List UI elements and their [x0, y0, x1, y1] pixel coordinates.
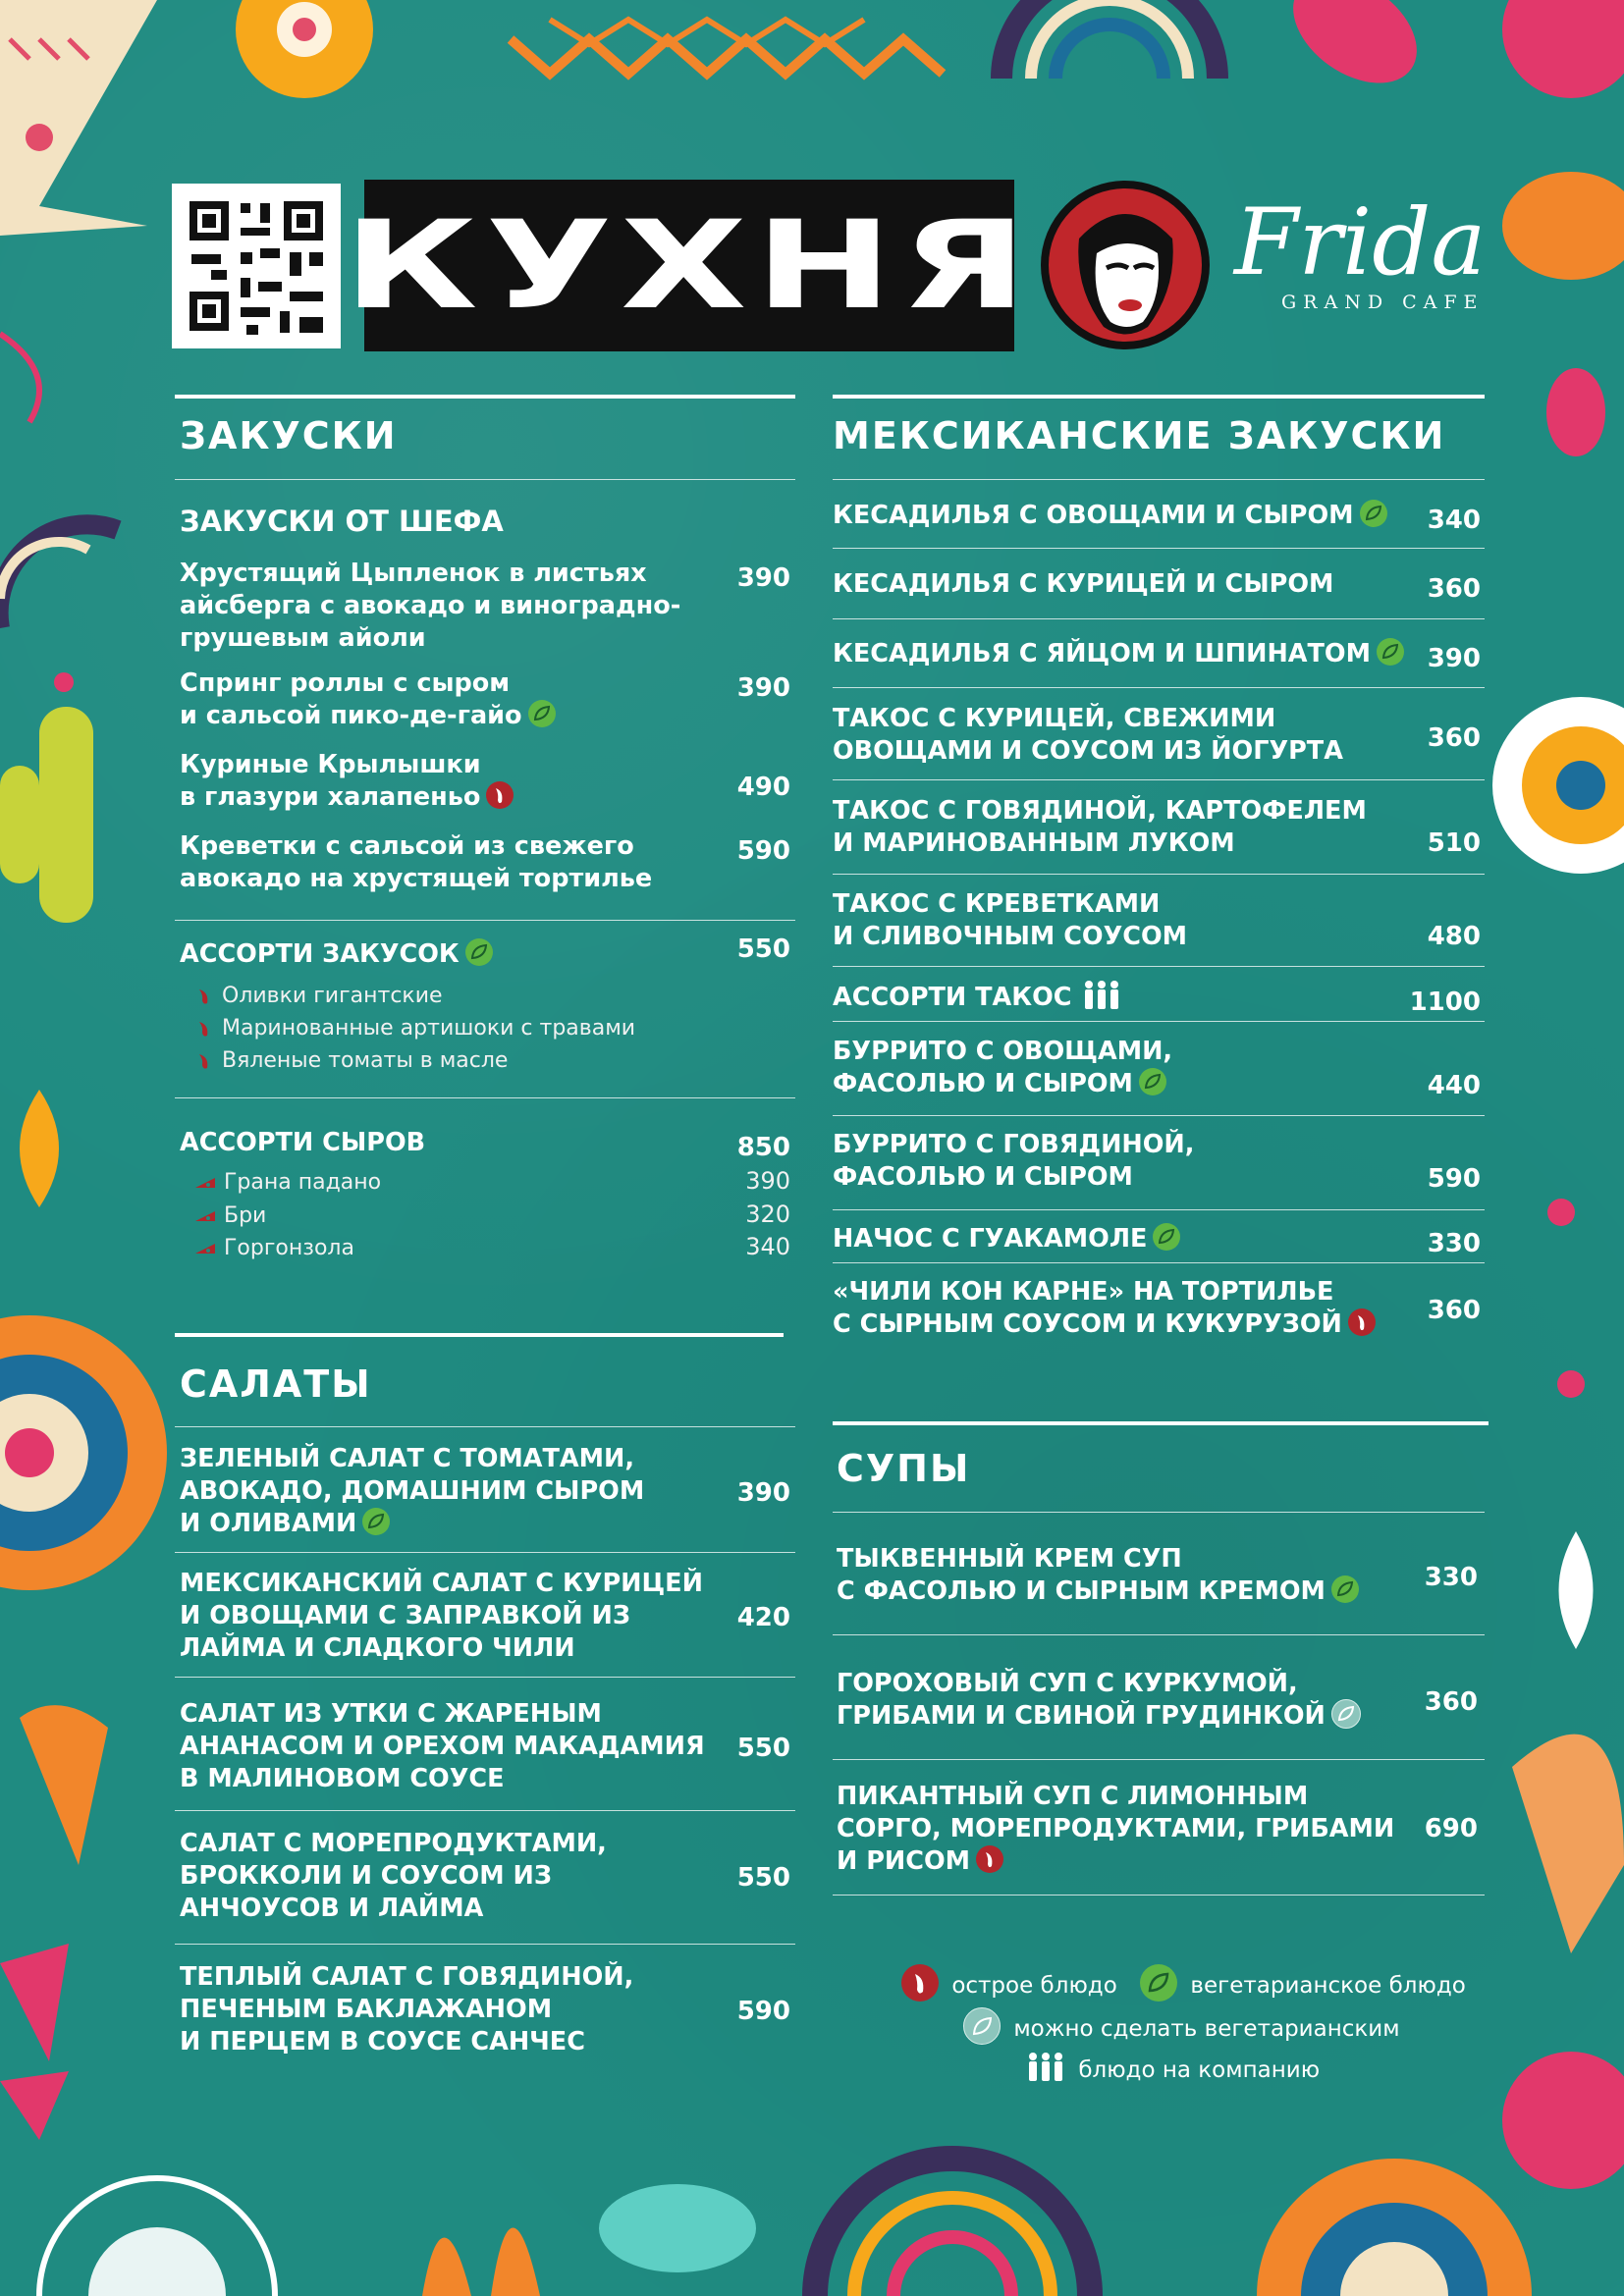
section-title-supy: СУПЫ — [837, 1447, 971, 1490]
item-price: 360 — [1427, 574, 1481, 604]
item-name-text: МЕКСИКАНСКИЙ САЛАТ С КУРИЦЕЙ — [180, 1569, 703, 1598]
item-name-text: КЕСАДИЛЬЯ С КУРИЦЕЙ И СЫРОМ — [833, 569, 1334, 599]
item-name-line — [180, 1443, 644, 1475]
people-icon — [1082, 979, 1121, 1012]
chili-icon — [901, 1964, 939, 2002]
item-price: 330 — [1427, 1229, 1481, 1258]
people-icon — [1026, 2051, 1065, 2084]
menu-item — [180, 1443, 644, 1540]
divider — [833, 874, 1485, 875]
item-name-text: ЗЕЛЕНЫЙ САЛАТ С ТОМАТАМИ, — [180, 1444, 635, 1473]
divider — [833, 479, 1485, 480]
divider — [833, 966, 1485, 967]
sub-item-price: 340 — [745, 1233, 790, 1260]
item-price: 550 — [736, 1863, 790, 1893]
cheese-bullet-icon — [194, 1207, 214, 1227]
item-name-text: НАЧОС С ГУАКАМОЛЕ — [833, 1224, 1148, 1254]
menu-title-box — [343, 180, 1036, 351]
item-name-text: ТЫКВЕННЫЙ КРЕМ СУП — [837, 1544, 1182, 1574]
divider — [833, 1262, 1485, 1263]
item-name-line — [180, 558, 680, 590]
divider — [175, 920, 795, 921]
item-name-line — [180, 1860, 607, 1893]
item-name-text: С СЫРНЫМ СОУСОМ И КУКУРУЗОЙ — [833, 1309, 1342, 1339]
item-name-text: ОВОЩАМИ И СОУСОМ ИЗ ЙОГУРТА — [833, 736, 1343, 766]
item-name-line — [833, 500, 1387, 532]
divider — [833, 1115, 1485, 1116]
item-price: 420 — [736, 1603, 790, 1632]
item-price: 390 — [736, 673, 790, 703]
divider — [833, 1895, 1485, 1896]
item-name-text: ГРИБАМИ И СВИНОЙ ГРУДИНКОЙ — [837, 1701, 1326, 1731]
menu-item — [837, 1668, 1361, 1733]
menu-item-assorti-syrov: АССОРТИ СЫРОВ — [180, 1128, 426, 1157]
chili-bullet-icon — [194, 987, 214, 1006]
divider — [833, 1209, 1485, 1210]
menu-item — [833, 568, 1333, 601]
item-name-text: И МАРИНОВАННЫМ ЛУКОМ — [833, 828, 1235, 858]
sub-item-price: 320 — [745, 1201, 790, 1228]
item-price: 850 — [736, 1133, 790, 1162]
item-name-line — [833, 703, 1343, 735]
divider — [175, 1426, 795, 1427]
item-name: АССОРТИ ЗАКУСОК — [180, 939, 460, 969]
menu-item — [180, 830, 652, 895]
item-price: 490 — [736, 773, 790, 802]
leaf-outline-icon — [963, 2007, 1001, 2045]
item-name-line — [837, 1813, 1394, 1845]
chili-icon — [486, 781, 514, 809]
item-name-line — [180, 1961, 633, 1994]
item-name-text: и сальсой пико-де-гайо — [180, 701, 522, 730]
item-name-line — [837, 1543, 1359, 1575]
item-name-line — [180, 1763, 705, 1795]
item-price: 360 — [1427, 1296, 1481, 1325]
item-name-line — [833, 1068, 1172, 1100]
item-name-text: ЛАЙМА И СЛАДКОГО ЧИЛИ — [180, 1633, 575, 1663]
item-name-line — [833, 1036, 1172, 1068]
item-name-text: С ФАСОЛЬЮ И СЫРНЫМ КРЕМОМ — [837, 1576, 1326, 1606]
item-name-text: В МАЛИНОВОМ СОУСЕ — [180, 1764, 505, 1793]
menu-item — [833, 795, 1367, 860]
item-name-line — [833, 1223, 1180, 1255]
sub-item-price: 390 — [745, 1167, 790, 1195]
item-name-line — [833, 638, 1404, 670]
item-name-line — [180, 1632, 703, 1665]
item-name-line — [180, 830, 652, 863]
item-name-text: Хрустящий Цыпленок в листьях — [180, 559, 647, 588]
divider — [175, 1552, 795, 1553]
item-name-line — [833, 1276, 1376, 1308]
menu-item — [180, 1698, 705, 1795]
menu-item — [833, 500, 1387, 532]
item-name-text: САЛАТ С МОРЕПРОДУКТАМИ, — [180, 1829, 607, 1858]
leaf-icon — [1139, 1068, 1166, 1095]
frida-logo-icon — [1040, 180, 1212, 351]
menu-item — [833, 638, 1404, 670]
menu-header — [172, 180, 1497, 351]
item-name-line — [833, 828, 1367, 860]
item-name-text: БУРРИТО С ОВОЩАМИ, — [833, 1037, 1173, 1066]
leaf-outline-icon — [1331, 1699, 1361, 1729]
leaf-icon — [528, 700, 556, 727]
item-name-line — [833, 1129, 1194, 1161]
item-name-line — [833, 888, 1187, 921]
item-name-line — [180, 863, 652, 895]
qr-code[interactable] — [172, 184, 341, 348]
divider — [833, 779, 1485, 780]
item-name-text: И ОВОЩАМИ С ЗАПРАВКОЙ ИЗ — [180, 1601, 630, 1630]
item-name-text: айсберга с авокадо и виноградно- — [180, 591, 681, 620]
item-name-text: АНАНАСОМ И ОРЕХОМ МАКАДАМИЯ — [180, 1732, 705, 1761]
menu-item — [180, 1568, 703, 1665]
item-name-line — [180, 1994, 633, 2026]
divider — [833, 1759, 1485, 1760]
divider — [175, 1677, 795, 1678]
divider — [833, 618, 1485, 619]
cheese-bullet-icon — [194, 1174, 214, 1194]
item-price: 550 — [736, 934, 790, 964]
item-name-text: СОРГО, МОРЕПРОДУКТАМИ, ГРИБАМИ — [837, 1814, 1395, 1843]
item-name-line — [180, 700, 556, 732]
item-name-line — [180, 1568, 703, 1600]
item-name-line — [180, 749, 514, 781]
cheese-bullet-icon — [194, 1240, 214, 1259]
item-name-line — [180, 1893, 607, 1925]
chili-bullet-icon — [194, 1051, 214, 1071]
item-name-text: «ЧИЛИ КОН КАРНЕ» НА ТОРТИЛЬЕ — [833, 1277, 1334, 1307]
item-price: 440 — [1427, 1071, 1481, 1100]
item-name-text: БУРРИТО С ГОВЯДИНОЙ, — [833, 1130, 1195, 1159]
item-price: 590 — [736, 836, 790, 866]
legend-hot — [895, 1967, 1466, 2004]
item-name-text: И РИСОМ — [837, 1846, 971, 1876]
divider — [175, 1944, 795, 1945]
item-name-line — [180, 1508, 644, 1540]
legend-can-veg — [957, 2010, 1400, 2048]
section-title-mex: МЕКСИКАНСКИЕ ЗАКУСКИ — [833, 414, 1446, 457]
leaf-icon — [1153, 1223, 1180, 1251]
item-name-text: Спринг роллы с сыром — [180, 668, 511, 698]
section-divider — [833, 395, 1485, 399]
item-name-text: ПЕЧЕНЫМ БАКЛАЖАНОМ — [180, 1995, 553, 2024]
item-name-line — [180, 590, 680, 622]
section-title-salaty: САЛАТЫ — [180, 1362, 372, 1406]
sub-item: Бри — [224, 1203, 267, 1228]
divider — [833, 1021, 1485, 1022]
legend-can-veg-label: можно сделать вегетарианским — [1013, 2015, 1400, 2042]
menu-item — [833, 703, 1343, 768]
item-name-line — [180, 1698, 705, 1731]
item-name-line — [833, 1308, 1376, 1341]
sub-item: Вяленые томаты в масле — [222, 1048, 509, 1073]
item-name-text: И ОЛИВАМИ — [180, 1509, 357, 1538]
menu-item — [180, 558, 680, 655]
subsection-title-chef: ЗАКУСКИ ОТ ШЕФА — [180, 505, 504, 538]
item-name-line — [180, 622, 680, 655]
menu-item — [180, 667, 556, 732]
legend-company — [1026, 2054, 1320, 2087]
sub-item: Маринованные артишоки с травами — [222, 1016, 636, 1041]
menu-item — [180, 749, 514, 814]
item-price: 390 — [1427, 644, 1481, 673]
item-name-line — [837, 1845, 1394, 1878]
item-name-line — [180, 1731, 705, 1763]
item-name-text: И ПЕРЦЕМ В СОУСЕ САНЧЕС — [180, 2027, 585, 2056]
item-name-text: КЕСАДИЛЬЯ С ОВОЩАМИ И СЫРОМ — [833, 501, 1354, 530]
menu-item-assorti-zakusok — [180, 938, 493, 971]
divider — [833, 1634, 1485, 1635]
item-name-line — [180, 1475, 644, 1508]
item-name-text: БРОККОЛИ И СОУСОМ ИЗ — [180, 1861, 552, 1891]
item-price: 330 — [1424, 1563, 1478, 1592]
item-name-text: ФАСОЛЬЮ И СЫРОМ — [833, 1069, 1133, 1098]
menu-item — [833, 1036, 1172, 1100]
divider — [175, 1097, 795, 1098]
item-name-line — [180, 2026, 633, 2058]
item-name-line — [833, 568, 1333, 601]
item-name-text: ТАКОС С ГОВЯДИНОЙ, КАРТОФЕЛЕМ — [833, 796, 1367, 826]
section-divider — [175, 395, 795, 399]
item-name-text: Креветки с сальсой из свежего — [180, 831, 634, 861]
menu-title: КУХНЯ — [343, 194, 1036, 337]
item-price: 390 — [736, 563, 790, 593]
item-name-text: АССОРТИ ТАКОС — [833, 983, 1072, 1012]
item-name-line — [837, 1575, 1359, 1608]
item-name-line — [833, 982, 1121, 1015]
item-name-line — [833, 735, 1343, 768]
item-name-line — [837, 1700, 1361, 1733]
item-price: 390 — [736, 1478, 790, 1508]
item-price: 590 — [1427, 1164, 1481, 1194]
item-name-text: грушевым айоли — [180, 623, 426, 653]
menu-item — [180, 1828, 607, 1925]
menu-item — [833, 1276, 1376, 1341]
item-price: 360 — [1427, 723, 1481, 753]
item-name-text: АВОКАДО, ДОМАШНИМ СЫРОМ — [180, 1476, 645, 1506]
item-name-line — [180, 1600, 703, 1632]
item-name-line — [837, 1781, 1394, 1813]
divider — [175, 479, 795, 480]
item-name-line — [833, 1161, 1194, 1194]
item-name-text: АНЧОУСОВ И ЛАЙМА — [180, 1894, 484, 1923]
item-price: 550 — [736, 1734, 790, 1763]
item-price: 1100 — [1409, 988, 1481, 1017]
leaf-icon — [1140, 1964, 1177, 2002]
item-price: 360 — [1424, 1687, 1478, 1717]
divider — [175, 1810, 795, 1811]
legend-veg-label: вегетарианское блюдо — [1190, 1972, 1466, 1999]
menu-item — [837, 1543, 1359, 1608]
sub-item: Горгонзола — [224, 1236, 354, 1260]
item-name-text: И СЛИВОЧНЫМ СОУСОМ — [833, 922, 1188, 951]
item-name-line — [833, 921, 1187, 953]
item-name-text: ТЕПЛЫЙ САЛАТ С ГОВЯДИНОЙ, — [180, 1962, 634, 1992]
brand-subtitle: GRAND CAFE — [1281, 292, 1485, 313]
item-name-text: ФАСОЛЬЮ И СЫРОМ — [833, 1162, 1133, 1192]
item-price: 480 — [1427, 922, 1481, 951]
item-name-line — [180, 781, 514, 814]
sub-item: Грана падано — [224, 1170, 382, 1195]
menu-item — [833, 982, 1121, 1015]
menu-item — [833, 888, 1187, 953]
brand-name: Frida — [1234, 189, 1487, 296]
chili-icon — [976, 1845, 1003, 1873]
item-name-text: Куриные Крылышки — [180, 750, 481, 779]
leaf-icon — [362, 1508, 390, 1535]
chili-bullet-icon — [194, 1019, 214, 1039]
item-name-text: КЕСАДИЛЬЯ С ЯЙЦОМ И ШПИНАТОМ — [833, 639, 1371, 668]
item-name-text: ТАКОС С КРЕВЕТКАМИ — [833, 889, 1161, 919]
item-name-text: авокадо на хрустящей тортилье — [180, 864, 653, 893]
menu-item — [833, 1223, 1180, 1255]
section-divider — [833, 1421, 1489, 1425]
chili-icon — [1348, 1308, 1376, 1336]
brand-logo — [1234, 189, 1499, 335]
item-price: 690 — [1424, 1814, 1478, 1843]
menu-item — [837, 1781, 1394, 1878]
menu-item — [180, 1961, 633, 2058]
leaf-icon — [465, 938, 493, 966]
leaf-icon — [1331, 1575, 1359, 1603]
divider — [833, 687, 1485, 688]
item-price: 590 — [736, 1997, 790, 2026]
item-price: 510 — [1427, 828, 1481, 858]
section-divider — [175, 1333, 784, 1337]
item-name-line — [180, 667, 556, 700]
menu-item — [833, 1129, 1194, 1194]
item-name-text: в глазури халапеньо — [180, 782, 481, 812]
legend-company-label: блюдо на компанию — [1078, 2056, 1321, 2083]
item-price: 340 — [1427, 506, 1481, 535]
divider — [833, 548, 1485, 549]
item-name-line — [833, 795, 1367, 828]
item-name-line — [180, 1828, 607, 1860]
item-name-text: ГОРОХОВЫЙ СУП С КУРКУМОЙ, — [837, 1669, 1298, 1698]
section-title-zakuski: ЗАКУСКИ — [180, 414, 398, 457]
sub-item: Оливки гигантские — [222, 984, 443, 1008]
item-name-line — [837, 1668, 1361, 1700]
divider — [833, 1512, 1485, 1513]
legend-hot-label: острое блюдо — [951, 1972, 1117, 1999]
item-name-text: ТАКОС С КУРИЦЕЙ, СВЕЖИМИ — [833, 704, 1276, 733]
item-name-text: ПИКАНТНЫЙ СУП С ЛИМОННЫМ — [837, 1782, 1309, 1811]
item-name-text: САЛАТ ИЗ УТКИ С ЖАРЕНЫМ — [180, 1699, 602, 1729]
